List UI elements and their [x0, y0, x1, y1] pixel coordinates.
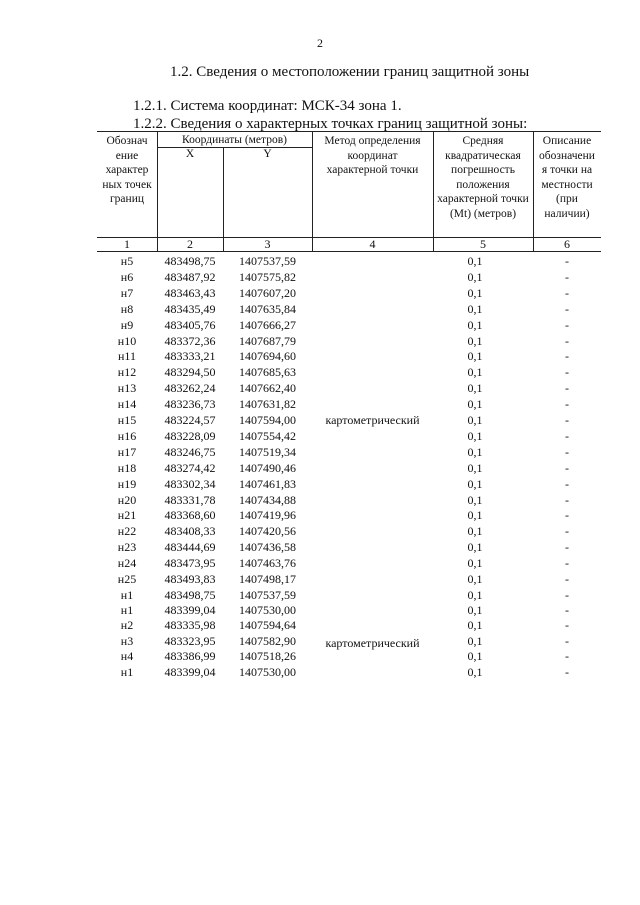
cell-err: 0,1: [467, 301, 483, 316]
cell-y: 1407537,59: [239, 254, 296, 268]
cell-err: 0,1: [467, 664, 483, 679]
table-row: [97, 302, 601, 317]
cell-err: 0,1: [467, 524, 483, 539]
cell-x: 483236,73: [164, 397, 216, 412]
cell-x: 483498,75: [164, 587, 216, 602]
cell-desc: -: [565, 428, 569, 443]
cell-id: н21: [117, 508, 137, 523]
cell-id: н11: [118, 349, 136, 364]
cell-err: 0,1: [467, 333, 483, 348]
cell-x: 483444,69: [164, 540, 216, 555]
cell-y: 1407519,34: [239, 444, 296, 459]
cell-x: 483246,75: [164, 444, 216, 459]
cell-x: 483386,99: [164, 649, 216, 664]
cell-x: 483262,24: [164, 381, 216, 396]
cell-err: 0,1: [467, 428, 483, 443]
cell-desc: -: [565, 269, 569, 284]
cell-x: 483487,92: [164, 269, 216, 284]
cell-err: 0,1: [467, 508, 483, 523]
cell-y: 1407685,63: [239, 365, 296, 380]
cell-err: 0,1: [467, 492, 483, 507]
cell-x: 483302,34: [164, 476, 216, 491]
table-row: [97, 349, 601, 364]
cell-desc: -: [565, 556, 569, 571]
cell-desc: -: [565, 492, 569, 507]
cell-y: 1407436,58: [239, 540, 296, 555]
cell-desc: -: [565, 540, 569, 555]
cell-x: 483323,95: [164, 633, 216, 648]
column-number: 1: [124, 237, 130, 251]
cell-err: 0,1: [467, 397, 483, 412]
table-row: [97, 556, 601, 571]
cell-x: 483294,50: [164, 365, 216, 380]
table-row: [97, 365, 601, 380]
table-row: [97, 477, 601, 492]
cell-desc: -: [565, 460, 569, 475]
cell-y: 1407594,00: [239, 413, 296, 427]
cell-desc: -: [565, 317, 569, 332]
cell-err: 0,1: [467, 556, 483, 571]
cell-desc: -: [565, 618, 569, 633]
cell-desc: -: [565, 381, 569, 396]
cell-desc: -: [565, 508, 569, 523]
column-number: 2: [187, 237, 193, 251]
section-title: 1.2. Сведения о местоположении границ защитной зоны: [170, 64, 530, 80]
cell-desc: -: [565, 524, 569, 539]
cell-x: 483435,49: [164, 301, 216, 316]
table-row: [97, 618, 601, 633]
cell-x: 483498,75: [164, 254, 216, 268]
cell-y: 1407518,26: [239, 649, 296, 664]
cell-y: 1407498,17: [239, 572, 296, 586]
cell-id: н7: [120, 285, 134, 300]
cell-id: н16: [117, 428, 137, 443]
cell-id: н24: [117, 556, 137, 571]
cell-x: 483473,95: [164, 556, 216, 571]
table-row: [97, 397, 601, 412]
table-row: [97, 445, 601, 460]
cell-desc: -: [565, 444, 569, 459]
cell-err: 0,1: [467, 572, 483, 586]
cell-id: н13: [117, 381, 137, 396]
page-number: 2: [317, 36, 323, 50]
cell-id: н1: [120, 603, 134, 617]
cell-x: 483463,43: [164, 285, 216, 300]
table-row: [97, 334, 601, 349]
cell-id: н15: [117, 413, 137, 427]
cell-x: 483228,09: [164, 428, 216, 443]
header-point-designation: Обознач ение характер ных точек границ: [102, 135, 152, 206]
cell-err: 0,1: [467, 285, 483, 300]
table-row: [97, 254, 601, 269]
table-row: [97, 508, 601, 523]
cell-x: 483399,04: [164, 603, 216, 617]
cell-err: 0,1: [467, 540, 483, 555]
cell-desc: -: [565, 333, 569, 348]
cell-id: н8: [120, 301, 134, 316]
cell-y: 1407537,59: [239, 587, 296, 602]
cell-desc: -: [565, 587, 569, 602]
cell-desc: -: [565, 603, 569, 617]
cell-desc: -: [565, 349, 569, 364]
cell-id: н23: [117, 540, 137, 555]
cell-err: 0,1: [467, 618, 483, 633]
cell-y: 1407594,64: [239, 618, 296, 633]
table-row: [97, 588, 601, 603]
cell-id: н1: [120, 587, 134, 602]
cell-desc: -: [565, 476, 569, 491]
cell-err: 0,1: [467, 254, 483, 268]
cell-x: 483368,60: [164, 508, 216, 523]
cell-id: н4: [120, 649, 134, 664]
cell-err: 0,1: [467, 603, 483, 617]
cell-x: 483333,21: [164, 349, 216, 364]
cell-id: н14: [117, 397, 137, 412]
table-row: [97, 572, 601, 587]
column-number: 5: [480, 237, 486, 251]
cell-y: 1407463,76: [239, 556, 296, 571]
table-row: [97, 270, 601, 285]
header-x: X: [185, 148, 195, 160]
cell-y: 1407694,60: [239, 349, 296, 364]
group2-method: картометрический: [325, 636, 420, 650]
cell-id: н22: [117, 524, 137, 539]
cell-y: 1407530,00: [239, 664, 296, 679]
column-number: 4: [369, 237, 376, 251]
cell-id: н20: [117, 492, 137, 507]
table-row: [97, 461, 601, 476]
cell-err: 0,1: [467, 444, 483, 459]
cell-y: 1407490,46: [239, 460, 296, 475]
cell-y: 1407419,96: [239, 508, 296, 523]
cell-err: 0,1: [467, 633, 483, 648]
coord-system-line: 1.2.1. Система координат: МСК-34 зона 1.: [133, 98, 402, 114]
cell-y: 1407554,42: [239, 428, 296, 443]
table-row: [97, 649, 601, 664]
table-row: [97, 381, 601, 396]
table-row: [97, 603, 601, 618]
cell-err: 0,1: [467, 413, 483, 427]
header-method: Метод определения координат характерной точки: [324, 135, 421, 177]
cell-desc: -: [565, 649, 569, 664]
cell-id: н12: [117, 365, 137, 380]
cell-x: 483493,83: [164, 572, 216, 586]
cell-desc: -: [565, 397, 569, 412]
cell-desc: -: [565, 285, 569, 300]
cell-y: 1407461,83: [239, 476, 296, 491]
cell-id: н25: [117, 572, 137, 586]
column-number: 3: [264, 237, 271, 251]
cell-desc: -: [565, 301, 569, 316]
cell-y: 1407575,82: [239, 269, 296, 284]
cell-y: 1407582,90: [239, 633, 296, 648]
cell-x: 483274,42: [164, 460, 216, 475]
cell-id: н17: [117, 444, 137, 459]
cell-y: 1407607,20: [239, 285, 296, 300]
cell-desc: -: [565, 664, 569, 679]
cell-err: 0,1: [467, 460, 483, 475]
header-error: Средняя квадратическая погрешность положения характерной точки (Mt) (метров): [437, 135, 529, 220]
column-number: 6: [564, 237, 570, 251]
cell-err: 0,1: [467, 587, 483, 602]
cell-err: 0,1: [467, 349, 483, 364]
cell-id: н10: [117, 333, 137, 348]
cell-desc: -: [565, 365, 569, 380]
cell-y: 1407635,84: [239, 301, 296, 316]
header-y: Y: [263, 148, 272, 160]
cell-desc: -: [565, 413, 569, 427]
table-row: [97, 665, 601, 680]
cell-desc: -: [565, 572, 569, 586]
boundary-points-table: [97, 131, 601, 679]
cell-id: н6: [120, 269, 134, 284]
table-row: [97, 540, 601, 555]
cell-x: 483405,76: [164, 317, 216, 332]
cell-y: 1407666,27: [239, 317, 296, 332]
cell-x: 483372,36: [164, 333, 216, 348]
cell-id: н9: [120, 317, 134, 332]
cell-y: 1407434,88: [239, 492, 296, 507]
cell-x: 483224,57: [164, 413, 216, 427]
table-row: [97, 429, 601, 444]
cell-id: н5: [120, 254, 134, 268]
cell-err: 0,1: [467, 269, 483, 284]
cell-id: н2: [120, 618, 134, 633]
cell-y: 1407662,40: [239, 381, 296, 396]
cell-y: 1407530,00: [239, 603, 296, 617]
cell-desc: -: [565, 254, 569, 268]
table-row: [97, 524, 601, 539]
cell-x: 483399,04: [164, 664, 216, 679]
cell-err: 0,1: [467, 365, 483, 380]
cell-err: 0,1: [467, 476, 483, 491]
table-row: [97, 318, 601, 333]
header-coordinates: Координаты (метров): [182, 134, 287, 146]
table-row: [97, 493, 601, 508]
cell-x: 483335,98: [164, 618, 216, 633]
cell-err: 0,1: [467, 381, 483, 396]
cell-x: 483331,78: [164, 492, 216, 507]
char-points-title: 1.2.2. Сведения о характерных точках границ защитной зоны:: [133, 116, 528, 132]
cell-id: н19: [117, 476, 137, 491]
cell-err: 0,1: [467, 317, 483, 332]
cell-y: 1407631,82: [239, 397, 296, 412]
cell-y: 1407687,79: [239, 333, 296, 348]
cell-x: 483408,33: [164, 524, 216, 539]
cell-id: н3: [120, 633, 134, 648]
cell-err: 0,1: [467, 649, 483, 664]
cell-id: н18: [117, 460, 137, 475]
table-row: [97, 286, 601, 301]
cell-desc: -: [565, 633, 569, 648]
cell-id: н1: [120, 664, 134, 679]
cell-y: 1407420,56: [239, 524, 296, 539]
group1-method: картометрический: [325, 413, 420, 427]
header-description: Описание обозначени я точки на местности (при наличии): [539, 135, 595, 220]
